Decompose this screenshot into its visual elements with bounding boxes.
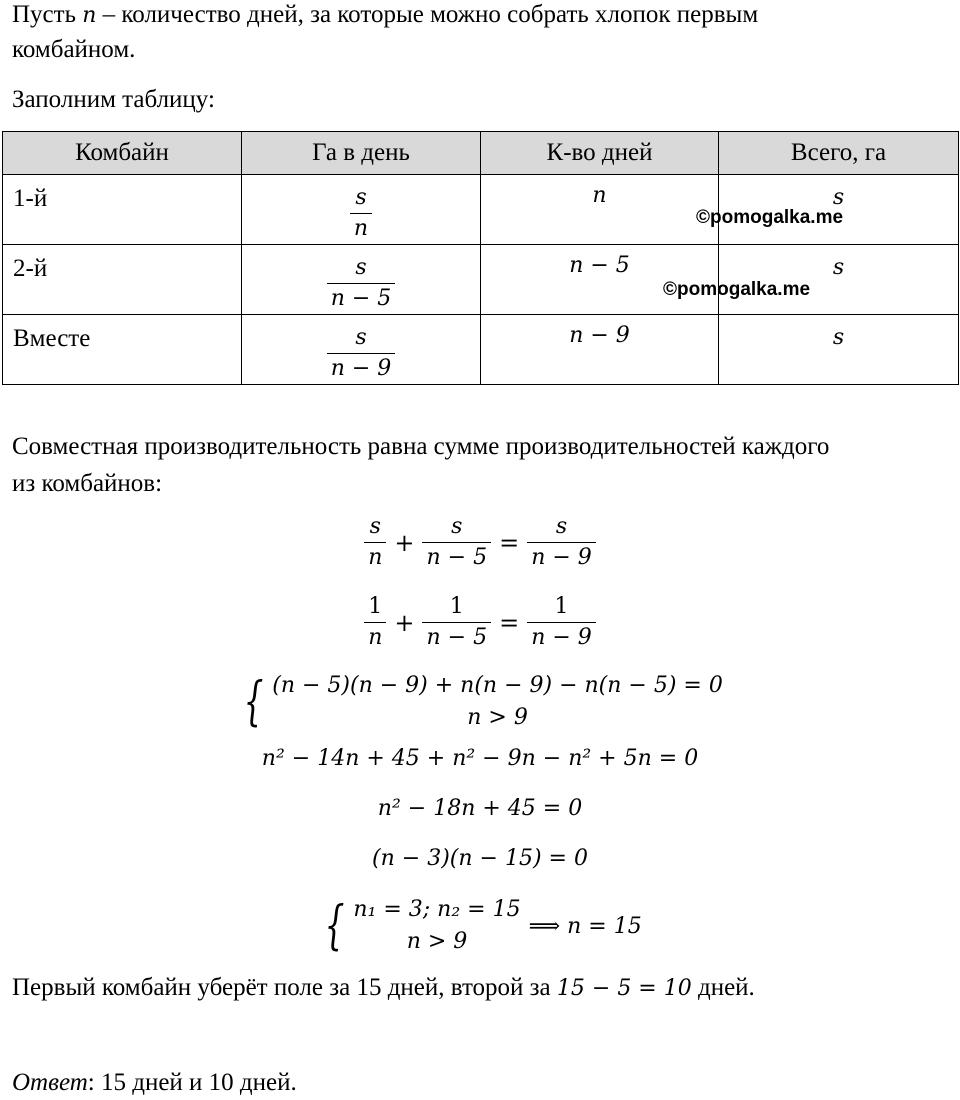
brace-icon: { (243, 672, 264, 732)
header-combine: Комбайн (3, 132, 242, 175)
conclusion: Первый комбайн уберёт поле за 15 дней, второй за 15 − 5 = 10 дней. (12, 974, 755, 1001)
explanation-line-2: из комбайнов: (12, 470, 163, 497)
row-label: 2-й (13, 255, 48, 282)
answer-label: Ответ (12, 1069, 88, 1096)
intro-line-2: комбайном. (12, 36, 136, 63)
equation-1: $\frac{s}{n}$ + $\frac{s}{n - 5}$ = $\frac{s}{n - 9}$ (0, 512, 960, 573)
header-days: К-во дней (481, 132, 719, 175)
system-2: { n₁ = 3; n₂ = 15 n > 9 ⟹ n = 15 (324, 896, 642, 956)
rate-fraction: $\frac{s}{n - 5}$ (327, 253, 396, 314)
header-total: Всего, га (719, 132, 959, 175)
row-label: 1-й (13, 185, 48, 212)
equation-6: (n − 3)(n − 15) = 0 (372, 846, 588, 871)
watermark: ©pomogalka.me (663, 279, 811, 300)
rate-fraction: $\frac{s}{n}$ (350, 183, 372, 244)
equation-2: $\frac{1}{n}$ + $\frac{1}{n - 5}$ = $\frac{1}{n - 9}$ (0, 592, 960, 653)
intro-line-1: Пусть n – количество дней, за которые можно собрать хлопок первым (12, 1, 759, 28)
answer-text: : 15 дней и 10 дней. (87, 1069, 297, 1096)
data-table (2, 131, 959, 385)
total-value: s (832, 255, 845, 280)
var-n: n (82, 3, 97, 28)
total-value: s (832, 325, 845, 350)
brace-icon: { (324, 896, 345, 956)
equation-4: n² − 14n + 45 + n² − 9n − n² + 5n = 0 (261, 746, 699, 771)
days-value: n − 5 (569, 253, 630, 278)
table-header-row (3, 132, 959, 175)
system-1: { (n − 5)(n − 9) + n(n − 9) − n(n − 5) = 0 n > 9 (243, 672, 723, 732)
fill-table-label: Заполним таблицу: (12, 86, 215, 113)
row-label: Вместе (13, 325, 91, 352)
days-value: n (592, 183, 607, 208)
days-value: n − 9 (569, 323, 630, 348)
table-row (3, 315, 959, 385)
watermark: ©pomogalka.me (696, 207, 844, 228)
answer (12, 1066, 297, 1100)
total-value: s (832, 185, 845, 210)
equation-5: n² − 18n + 45 = 0 (377, 796, 583, 821)
table-row (3, 245, 959, 315)
rate-fraction: $\frac{s}{n - 9}$ (327, 323, 396, 384)
header-rate: Га в день (242, 132, 481, 175)
explanation-line-1: Совместная производительность равна сумме производительностей каждого (12, 433, 830, 460)
